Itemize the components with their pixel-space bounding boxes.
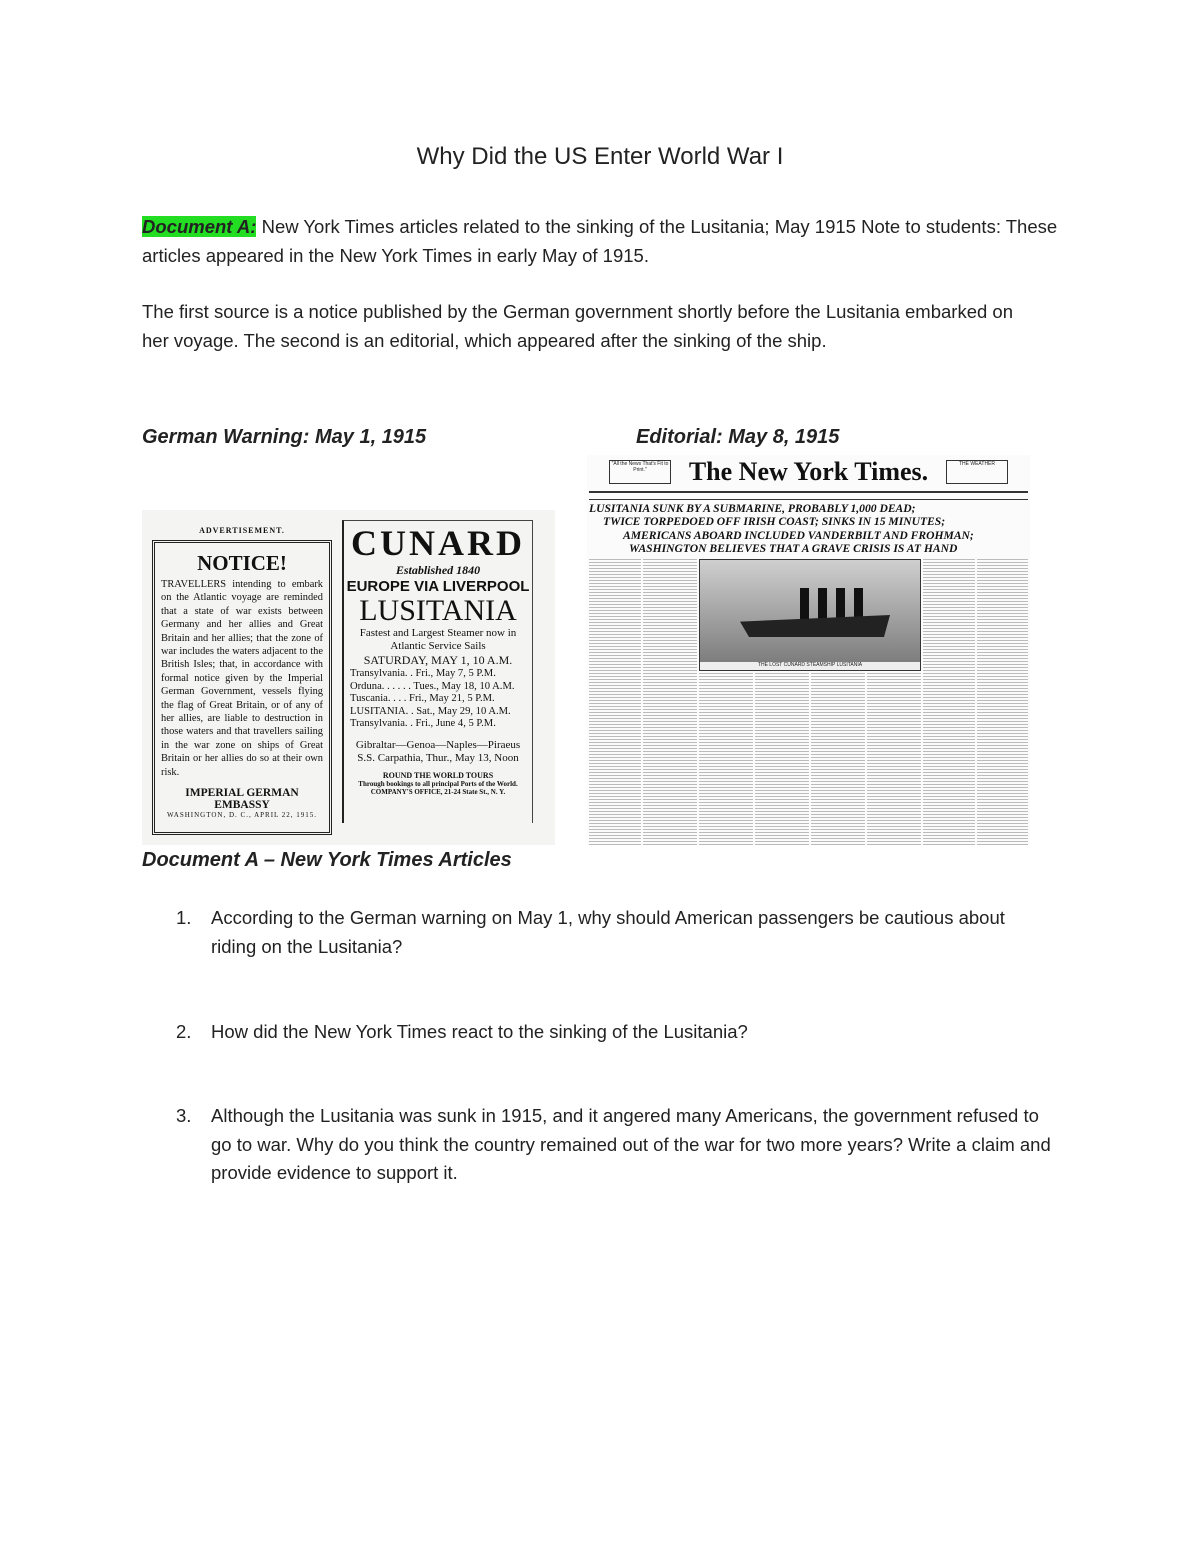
question-3: Although the Lusitania was sunk in 1915, and it angered many Americans, the government refused to go to war. Why do you think the country remained out of the war for two more years? Write a claim and provide evidence to support it. xyxy=(211,1105,1051,1183)
carpathia-sailing: S.S. Carpathia, Thur., May 13, Noon xyxy=(357,751,519,764)
ear-right: THE WEATHER xyxy=(946,460,1008,484)
headlines xyxy=(589,502,1028,555)
cunard-name: CUNARD xyxy=(351,523,525,563)
schedule-row: Transylvania. . Fri., May 7, 5 P.M. xyxy=(350,668,496,679)
nyt-masthead: The New York Times. xyxy=(688,457,929,486)
schedule-row: Tuscania. . . . Fri., May 21, 5 P.M. xyxy=(350,693,495,704)
headline: LUSITANIA SUNK BY A SUBMARINE, PROBABLY 1,000 DEAD; xyxy=(589,502,916,515)
german-warning-image xyxy=(142,510,555,845)
bookings: Through bookings to all principal Ports of the World. xyxy=(358,779,518,788)
dateline-rule xyxy=(589,491,1028,500)
page-title: Why Did the US Enter World War I xyxy=(416,143,784,170)
source-paragraph: The first source is a notice published by the German government shortly before the Lusitania embarked on her voyage. The second is an editorial, which appeared after the sinking of the ship. xyxy=(142,301,1013,351)
cunard-ad xyxy=(342,520,533,823)
headline: WASHINGTON BELIEVES THAT A GRAVE CRISIS IS AT HAND xyxy=(629,541,958,555)
med-route: Gibraltar—Genoa—Naples—Piraeus xyxy=(355,738,521,751)
cunard-established: Established 1840 xyxy=(395,563,481,577)
advertisement-label: ADVERTISEMENT. xyxy=(199,526,285,535)
german-warning-caption: German Warning: May 1, 1915 xyxy=(142,426,427,448)
ship-hull xyxy=(740,615,890,637)
photo-caption: THE LOST CUNARD STEAMSHIP LUSITANIA xyxy=(700,662,920,670)
cunard-ship: LUSITANIA xyxy=(359,594,517,627)
company-office: COMPANY'S OFFICE, 21-24 State St., N. Y. xyxy=(370,787,506,796)
cunard-route: EUROPE VIA LIVERPOOL xyxy=(346,578,530,595)
intro-text: New York Times articles related to the sinking of the Lusitania; May 1915 Note to students: These articles appeared in the New York Times in early May of 1915. xyxy=(142,216,1058,266)
notice-signature: IMPERIAL GERMAN EMBASSY xyxy=(185,787,299,812)
schedule-row: Orduna. . . . . . Tues., May 18, 10 A.M. xyxy=(350,680,515,692)
schedule-row: LUSITANIA. . Sat., May 29, 10 A.M. xyxy=(350,705,511,717)
headline: AMERICANS ABOARD INCLUDED VANDERBILT AND FROHMAN; xyxy=(623,528,974,542)
schedule-row: Transylvania. . Fri., June 4, 5 P.M. xyxy=(350,718,496,729)
notice-body: TRAVELLERS intending to embark on the Atlantic voyage are reminded that a state of war exists between Germany and her allies and Great Britain and her allies; that the zone of war includes the waters adjacent to the British Isles; that, in accordance with formal notice given by the Imperial German Government, vessels flying the flag of Great Britain, or of any of her allies, are liable to destruction in those waters and that travellers sailing in the war zone on ships of Great Britain or her allies do so at their own risk. xyxy=(161,579,323,778)
world-tours: ROUND THE WORLD TOURS xyxy=(382,770,494,780)
document-a-caption: Document A – New York Times Articles xyxy=(142,849,512,871)
notice-date: WASHINGTON, D. C., APRIL 22, 1915. xyxy=(166,811,318,820)
ear-left: "All the News That's Fit to Print." xyxy=(609,460,671,484)
editorial-caption: Editorial: May 8, 1915 xyxy=(636,426,840,448)
question-2: How did the New York Times react to the sinking of the Lusitania? xyxy=(211,1021,748,1042)
cunard-sailing: SATURDAY, MAY 1, 10 A.M. xyxy=(363,653,513,667)
newspaper-columns xyxy=(589,559,1028,845)
nyt-front-page-image xyxy=(587,455,1030,845)
cunard-tagline: Fastest and Largest Steamer now in Atlantic Service Sails xyxy=(359,627,517,652)
intro-paragraph xyxy=(142,213,1062,270)
notice-box xyxy=(152,540,332,835)
question-number: 3. xyxy=(176,1105,192,1126)
lusitania-photo xyxy=(699,559,921,671)
notice-heading: NOTICE! xyxy=(197,551,287,575)
question-number: 1. xyxy=(176,907,192,928)
document-a-label: Document A: xyxy=(142,216,257,237)
question-number: 2. xyxy=(176,1021,192,1042)
headline: TWICE TORPEDOED OFF IRISH COAST; SINKS IN 15 MINUTES; xyxy=(603,515,946,529)
question-1: According to the German warning on May 1, why should American passengers be cautious about riding on the Lusitania? xyxy=(211,907,1005,957)
